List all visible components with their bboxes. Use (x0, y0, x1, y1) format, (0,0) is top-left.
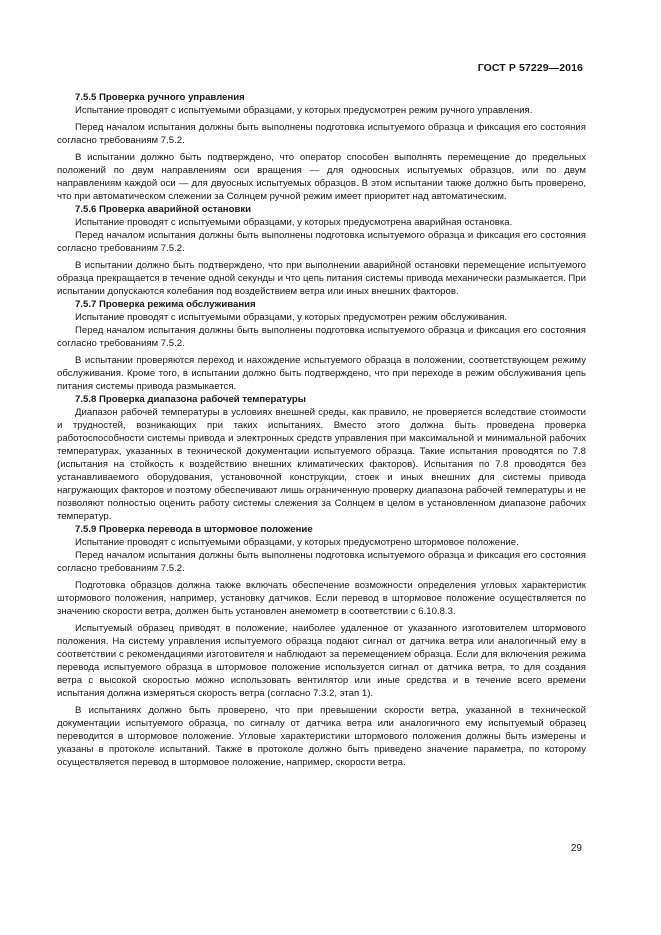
paragraph: Диапазон рабочей температуры в условиях внешней среды, как правило, не проверяется вследствие стоимости и трудностей, возникающих при таких испытаниях. Вместо этого должна быть проведена проверка работоспособности системы привода и электронных средств управления при максимальной и минимальной рабочих температурах, указанных в технической документации испытуемого образца. Такие испытания проводятся по 7.8 (испытания на стойкость к воздействию внешних климатических факторов). Испытания по 7.8 проводятся без устанавливаемого оборудования, установочной конструкции, стоек и иных внешних для системы привода нагружающих факторов и поэтому обеспечивают лишь ограниченную проверку диапазона рабочей температуры и не позволяют полностью оценить работу системы слежения за Солнцем в целом в установленном диапазоне рабочих температур. (57, 407, 586, 522)
paragraph: Перед началом испытания должны быть выполнены подготовка испытуемого образца и фиксация его состояния согласно требованиям 7.5.2. (57, 230, 586, 254)
paragraph: Испытание проводят с испытуемыми образцами, у которых предусмотрена аварийная остановка. (75, 217, 513, 228)
section-heading: 7.5.9 Проверка перевода в штормовое положение (75, 524, 313, 535)
paragraph: Перед началом испытания должны быть выполнены подготовка испытуемого образца и фиксация его состояния согласно требованиям 7.5.2. (57, 550, 586, 574)
paragraph: В испытании должно быть подтверждено, что при выполнении аварийной остановки перемещение испытуемого образца прекращается в течение одной секунды и что цепь питания системы привода механически размыкается. При испытании допускаются колебания под воздействием ветра или иных внешних факторов. (57, 260, 586, 297)
paragraph: В испытании должно быть подтверждено, что оператор способен выполнять перемещение до предельных положений по двум направлениям оси вращения — для одноосных испытуемых образцов, или по двум направлениям каждой оси — для двуосных испытуемых образцов. В этом испытании также должно быть проверено, что при автоматическом слежении за Солнцем ручной режим имеет приоритет над автоматическим. (57, 152, 586, 202)
paragraph: Перед началом испытания должны быть выполнены подготовка испытуемого образца и фиксация его состояния согласно требованиям 7.5.2. (57, 325, 586, 349)
paragraph: В испытаниях должно быть проверено, что при превышении скорости ветра, указанной в технической документации испытуемого образца, по сигналу от датчика ветра или аналогичного ему испытуемый образец переводится в штормовое положение. Угловые характеристики штормового положения должны быть измерены и указаны в протоколе испытаний. Также в протоколе должно быть приведено значение параметра, по которому осуществляется перевод в штормовое положение, например, скорости ветра. (57, 705, 586, 768)
section-heading: 7.5.6 Проверка аварийной остановки (75, 204, 252, 215)
section-heading: 7.5.5 Проверка ручного управления (75, 92, 245, 103)
paragraph: Испытание проводят с испытуемыми образцами, у которых предусмотрено штормовое положение. (75, 537, 519, 548)
paragraph: Испытуемый образец приводят в положение, наиболее удаленное от указанного изготовителем штормового положения. На систему управления испытуемого образца подают сигнал от датчика ветра или аналогичный ему в соответствии с рекомендациями изготовителя и наблюдают за перемещением образца. Если для включения режима перевода испытуемого образца в штормовое положение используется сигнал от датчика ветра, то для создания ветра с высокой скоростью можно использовать вентилятор или иные средства и в течение всего времени испытания должна измеряться скорость ветра (согласно 7.3.2, этап 1). (57, 623, 586, 699)
section-heading: 7.5.7 Проверка режима обслуживания (75, 299, 256, 310)
section-heading: 7.5.8 Проверка диапазона рабочей температуры (75, 394, 306, 405)
paragraph: Подготовка образцов должна также включать обеспечение возможности определения угловых характеристик штормового положения, например, установку датчиков. Если перевод в штормовое положение осуществляется по значению скорости ветра, должен быть установлен анемометр в соответствии с 6.10.8.3. (57, 580, 586, 617)
paragraph: Перед началом испытания должны быть выполнены подготовка испытуемого образца и фиксация его состояния согласно требованиям 7.5.2. (57, 122, 586, 146)
document-header: ГОСТ Р 57229—2016 (477, 62, 583, 74)
paragraph: Испытание проводят с испытуемыми образцами, у которых предусмотрен режим обслуживания. (75, 312, 508, 323)
document-body (57, 91, 586, 769)
page-number: 29 (570, 843, 582, 854)
paragraph: Испытание проводят с испытуемыми образцами, у которых предусмотрен режим ручного управления. (75, 105, 533, 116)
paragraph: В испытании проверяются переход и нахождение испытуемого образца в положении, соответствующем режиму обслуживания. Кроме того, в испытании должно быть подтверждено, что при переходе в режим обслуживания цепь питания системы привода размыкается. (57, 355, 586, 392)
